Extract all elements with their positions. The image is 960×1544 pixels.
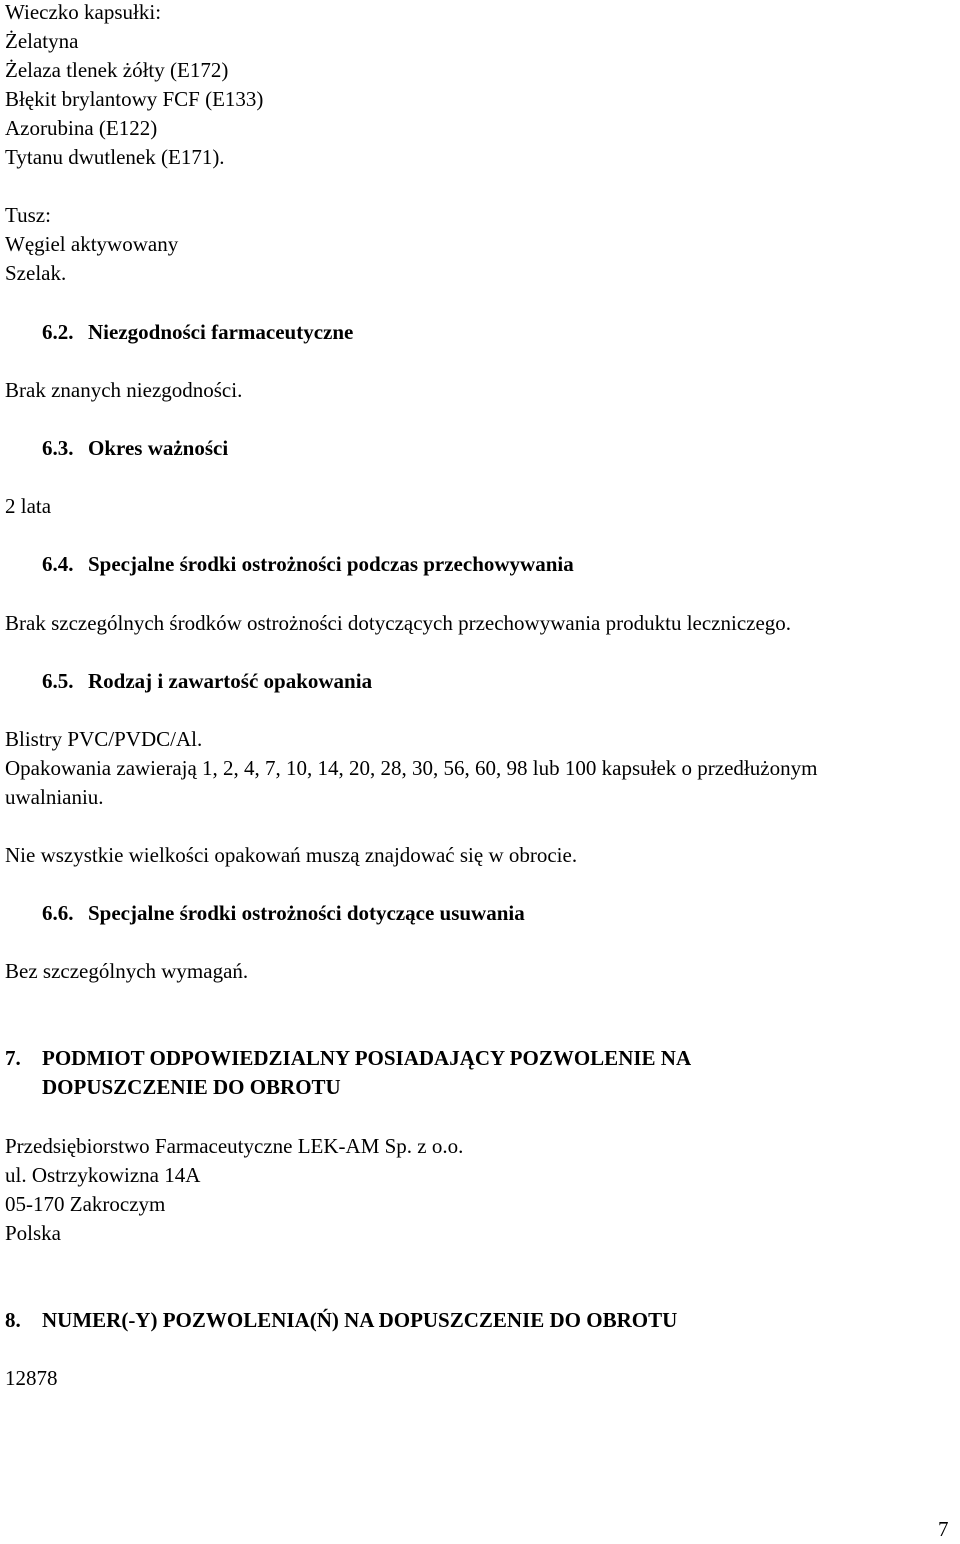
section-8-body: 12878 [5,1366,58,1390]
section-6-5-number: 6.5. [42,669,74,693]
section-6-2-body: Brak znanych niezgodności. [5,378,243,402]
page-number: 7 [938,1517,949,1541]
section-6-6-number: 6.6. [42,901,74,925]
section-6-2-number: 6.2. [42,320,74,344]
section-7-address-line: ul. Ostrzykowizna 14A [5,1163,201,1187]
ink-label: Tusz: [5,203,51,227]
section-6-5-note: Nie wszystkie wielkości opakowań muszą znajdować się w obrocie. [5,843,578,867]
section-6-5-body-line: Blistry PVC/PVDC/Al. [5,727,203,751]
ink-item: Szelak. [5,261,67,285]
section-8-number: 8. [5,1308,21,1332]
capsule-cap-item: Błękit brylantowy FCF (E133) [5,87,264,111]
capsule-cap-item: Azorubina (E122) [5,116,158,140]
section-6-5-body-line: uwalnianiu. [5,785,104,809]
section-6-6-body: Bez szczególnych wymagań. [5,959,249,983]
section-6-2-title: Niezgodności farmaceutyczne [88,320,354,344]
section-6-5-body-line: Opakowania zawierają 1, 2, 4, 7, 10, 14, 20, 28, 30, 56, 60, 98 lub 100 kapsułek o przedłużonym [5,756,818,780]
section-6-3-number: 6.3. [42,436,74,460]
ink-item: Węgiel aktywowany [5,232,179,256]
section-6-4-number: 6.4. [42,552,74,576]
section-6-5-title: Rodzaj i zawartość opakowania [88,669,373,693]
section-6-4-title: Specjalne środki ostrożności podczas przechowywania [88,552,574,576]
section-7-title-line: DOPUSZCZENIE DO OBROTU [42,1075,341,1099]
capsule-cap-label: Wieczko kapsułki: [5,0,162,24]
section-6-3-title: Okres ważności [88,436,229,460]
capsule-cap-item: Tytanu dwutlenek (E171). [5,145,225,169]
section-6-3-body: 2 lata [5,494,52,518]
section-8-title: NUMER(-Y) POZWOLENIA(Ń) NA DOPUSZCZENIE DO OBROTU [42,1308,678,1332]
capsule-cap-item: Żelatyna [5,29,79,53]
section-7-address-line: 05-170 Zakroczym [5,1192,166,1216]
capsule-cap-item: Żelaza tlenek żółty (E172) [5,58,229,82]
section-6-4-body: Brak szczególnych środków ostrożności dotyczących przechowywania produktu leczniczego. [5,611,792,635]
section-7-title-line: PODMIOT ODPOWIEDZIALNY POSIADAJĄCY POZWOLENIE NA [42,1046,692,1070]
section-6-6-title: Specjalne środki ostrożności dotyczące usuwania [88,901,525,925]
section-7-address-line: Polska [5,1221,62,1245]
section-7-number: 7. [5,1046,21,1070]
section-7-address-line: Przedsiębiorstwo Farmaceutyczne LEK-AM Sp. z o.o. [5,1134,464,1158]
